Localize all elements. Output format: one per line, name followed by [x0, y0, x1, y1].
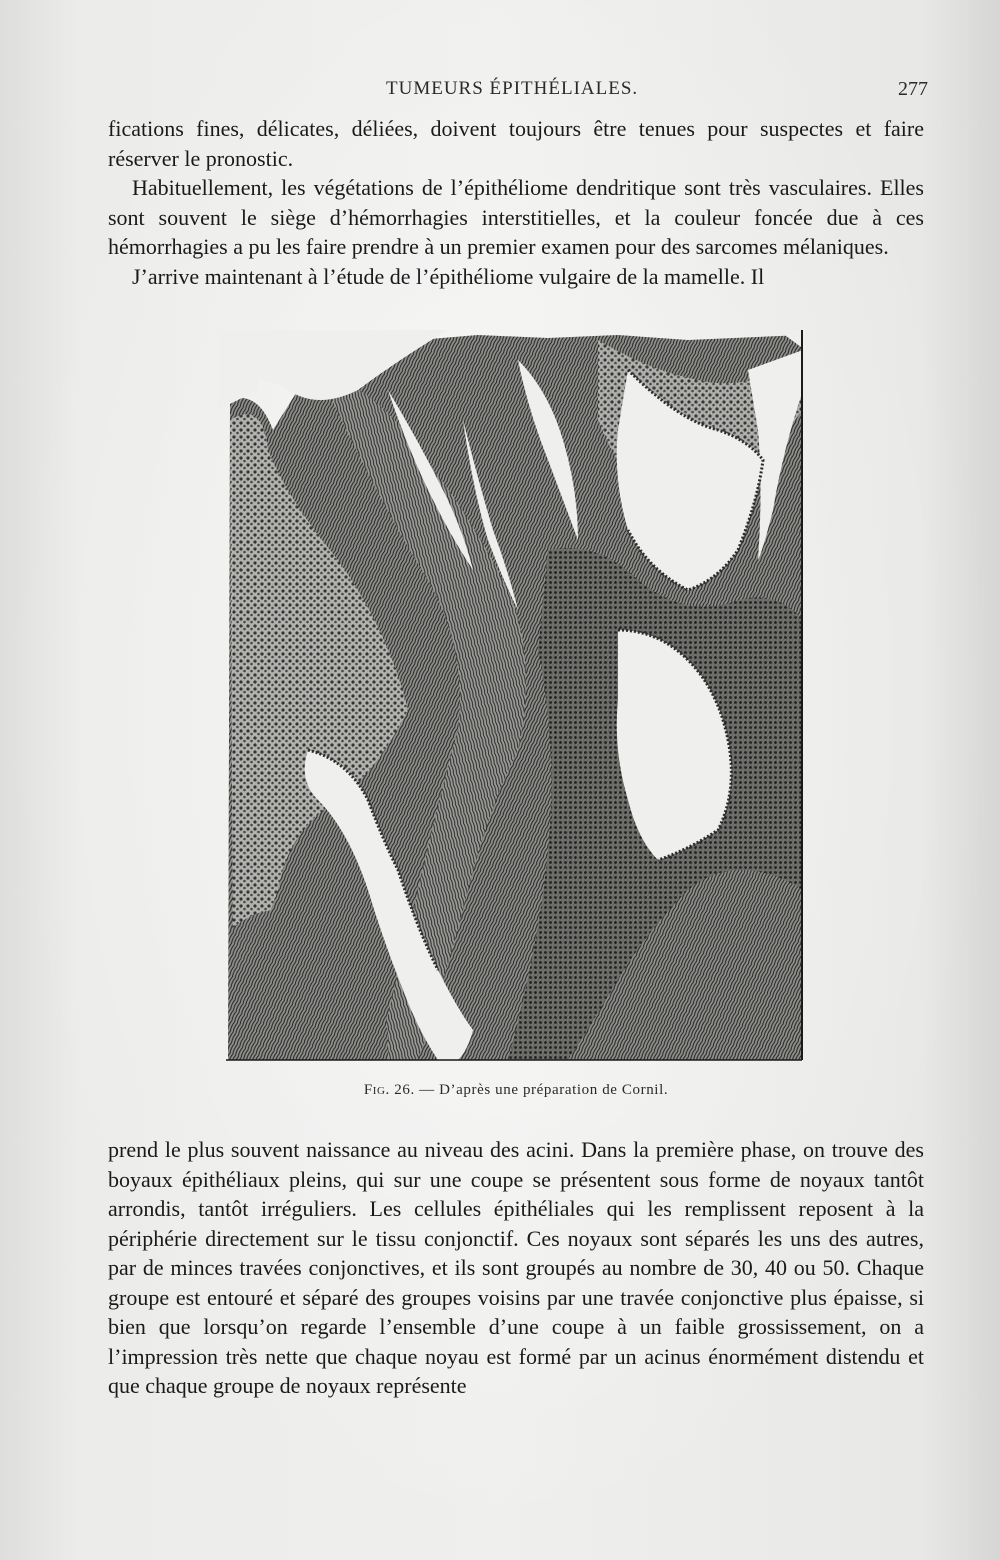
running-title: TUMEURS ÉPITHÉLIALES.	[386, 78, 639, 99]
figure-label: Fig. 26.	[363, 1082, 415, 1098]
paragraph: J’arrive maintenant à l’étude de l’épithéliome vulgaire de la mamelle. Il	[132, 263, 765, 289]
histology-illustration	[218, 330, 805, 1062]
body-text-bottom	[108, 1135, 924, 1401]
page-number: 277	[898, 78, 928, 100]
histology-figure	[218, 330, 805, 1062]
paragraph: fications fines, délicates, déliées, doivent toujours être tenues pour suspectes et faire réserver le pronostic.	[108, 116, 924, 171]
running-head	[108, 78, 928, 106]
paragraph: Habituellement, les végétations de l’épithéliome dendritique sont très vasculaires. Elles sont souvent le siège d’hémorrhagies interstitielles, et la couleur foncée due à ces hémorrhagies a pu les faire prendre à un premier examen pour des sarcomes mélaniques.	[108, 175, 924, 259]
body-text-top	[108, 114, 924, 291]
figure-caption-text: — D’après une préparation de Cornil.	[414, 1082, 669, 1098]
figure-caption	[108, 1082, 924, 1099]
paragraph: prend le plus souvent naissance au niveau des acini. Dans la première phase, on trouve des boyaux épithéliaux pleins, qui sur une coupe se présentent sous forme de noyaux tantôt arrondis, tantôt irréguliers. Les cellules épithéliales qui les remplissent reposent à la périphérie directement sur le tissu conjonctif. Ces noyaux sont séparés les uns des autres, par de minces travées conjonctives, et ils sont groupés au nombre de 30, 40 ou 50. Chaque groupe est entouré et séparé des groupes voisins par une travée conjonctive plus épaisse, si bien que lorsqu’on regarde l’ensemble d’une coupe à un faible grossissement, on a l’impression très nette que chaque noyau est formé par un acinus énormément distendu et que chaque groupe de noyaux représente	[108, 1137, 924, 1398]
